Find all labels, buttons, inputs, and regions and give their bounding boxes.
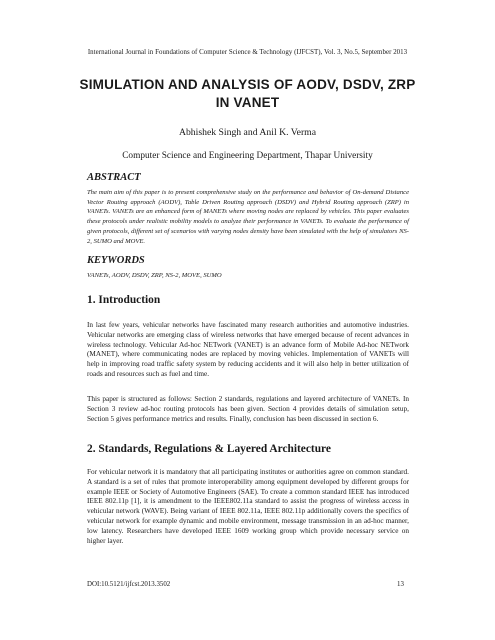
title-line-1: SIMULATION AND ANALYSIS OF AODV, DSDV, ZRP (79, 77, 416, 92)
footer-doi: DOI:10.5121/ijfcst.2013.3502 (87, 581, 171, 588)
section-1-heading: 1. Introduction (87, 294, 161, 306)
authors: Abhishek Singh and Anil K. Verma (178, 127, 317, 138)
section-2-heading: 2. Standards, Regulations & Layered Architecture (87, 443, 331, 455)
title-line-2: IN VANET (215, 95, 280, 110)
section-1-paragraph-1: In last few years, vehicular networks have fascinated many research authorities and automotive industries. Vehicular networks are emerging class of wireless networks that have emerged because of recent advances in wireless technology. Vehicular Ad-hoc NETwork (VANET) is an advance form of Mobile Ad-hoc NETwork (MANET), where communicating nodes are replaced by moving vehicles. Implementation of VANETs will help in improving road traffic safety system by reducing accidents and it will also help in better utilization of roads and resources such as fuel and time. (87, 321, 409, 378)
paper-title (40, 76, 455, 112)
section-2-paragraph-1: For vehicular network it is mandatory that all participating institutes or authorities agree on common standard. A standard is a set of rules that promote interoperability among equipment developed by different groups for example IEEE or Society of Automotive Engineers (SAE). To create a common standard IEEE has introduced IEEE 802.11p [1], it is amendment to the IEEE802.11a standard to assist the progress of wireless access in vehicular network (WAVE). Being variant of IEEE 802.11a, IEEE 802.11p additionally covers the specifics of vehicular network for example dynamic and mobile environment, message transmission in an ad-hoc manner, low latency. Researchers have developed IEEE 1609 working group which provide necessary service on higher layer. (87, 468, 409, 545)
section-1-paragraph-2: This paper is structured as follows: Section 2 standards, regulations and layered architecture of VANETs. In Section 3 review ad-hoc routing protocols has been given. Section 4 provides details of simulation setup, Section 5 gives performance metrics and results. Finally, conclusion has been discussed in section 6. (87, 395, 409, 423)
abstract-text: The main aim of this paper is to present comprehensive study on the performance and behavior of On-demand Distance Vector Routing approach (AODV), Table Driven Routing approach (DSDV) and Hybrid Routing approach (ZRP) in VANETs. VANETs are an enhanced form of MANETs where moving nodes are replaced by vehicles. This paper evaluates these protocols under realistic mobility models to analyze their performance in VANETs. To evaluate the performance of given protocols, different set of scenarios with varying nodes density have been simulated with the help of simulators NS-2, SUMO and MOVE. (87, 189, 409, 245)
keywords-text: VANETs, AODV, DSDV, ZRP, NS-2, MOVE, SUMO (87, 272, 222, 279)
affiliation: Computer Science and Engineering Department, Thapar University (122, 151, 373, 161)
page-number: 13 (397, 581, 404, 588)
abstract-heading: ABSTRACT (87, 172, 141, 183)
journal-header: International Journal in Foundations of Computer Science & Technology (IJFCST), Vol. 3, No.5, September 2013 (87, 49, 408, 56)
keywords-heading: KEYWORDS (87, 255, 145, 266)
